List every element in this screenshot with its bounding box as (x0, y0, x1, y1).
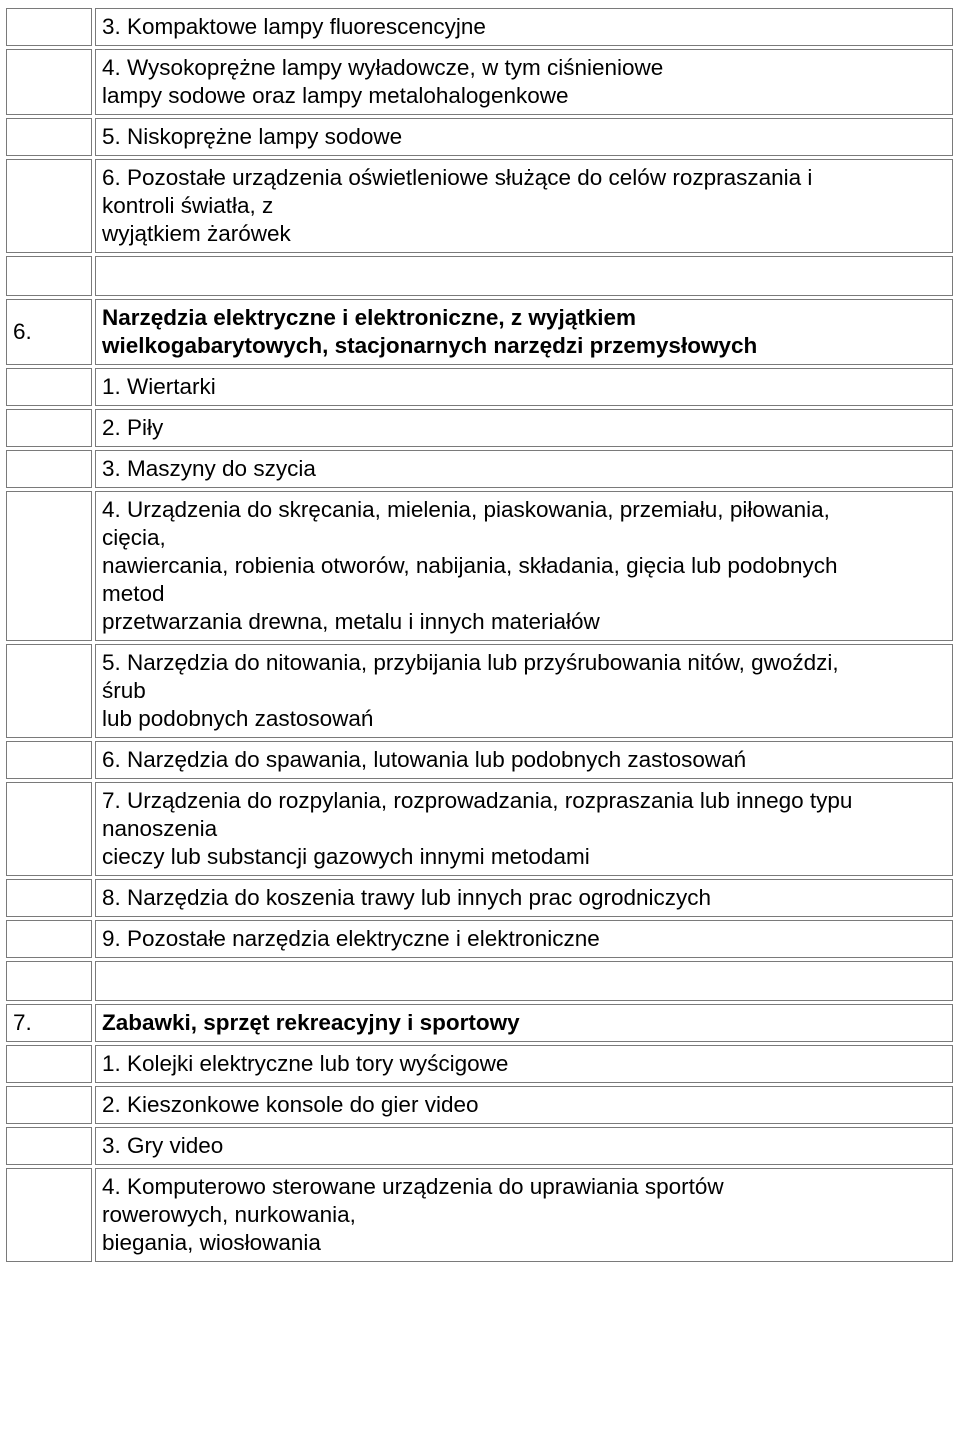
category-number: 7. (6, 1004, 92, 1042)
item-number-cell (6, 879, 92, 917)
item-number-cell (6, 8, 92, 46)
item-number-cell (6, 118, 92, 156)
item-text (95, 118, 953, 156)
text-line: 3. Kompaktowe lampy fluorescencyjne (102, 14, 486, 39)
item-number-cell (6, 920, 92, 958)
text-line: wyjątkiem żarówek (102, 221, 291, 246)
text-line: biegania, wiosłowania (102, 1230, 321, 1255)
item-number-cell (6, 782, 92, 876)
item-number-cell (6, 368, 92, 406)
item-number-cell (6, 491, 92, 641)
text-line: cięcia, (102, 525, 166, 550)
text-line: 6. Pozostałe urządzenia oświetleniowe służące do celów rozpraszania i (102, 165, 813, 190)
text-line: 2. Piły (102, 415, 164, 440)
text-line: 1. Wiertarki (102, 374, 216, 399)
category-item-row (6, 368, 953, 406)
empty-number-cell (6, 256, 92, 296)
item-number-cell (6, 644, 92, 738)
category-item-row (6, 409, 953, 447)
text-line: Zabawki, sprzęt rekreacyjny i sportowy (102, 1010, 520, 1035)
empty-content-cell (95, 961, 953, 1001)
category-table (3, 5, 956, 1265)
item-text (95, 1086, 953, 1124)
category-item-row (6, 741, 953, 779)
text-line: wielkogabarytowych, stacjonarnych narzędzi przemysłowych (102, 333, 758, 358)
category-item-row (6, 782, 953, 876)
text-line: 7. Urządzenia do rozpylania, rozprowadzania, rozpraszania lub innego typu (102, 788, 853, 813)
category-item-row (6, 1045, 953, 1083)
text-line: rowerowych, nurkowania, (102, 1202, 356, 1227)
text-line: kontroli światła, z (102, 193, 274, 218)
text-line: lampy sodowe oraz lampy metalohalogenkowe (102, 83, 569, 108)
item-number-cell (6, 159, 92, 253)
category-item-row (6, 1168, 953, 1262)
item-text (95, 159, 953, 253)
item-text (95, 368, 953, 406)
category-title (95, 299, 953, 365)
category-item-row (6, 644, 953, 738)
category-item-row (6, 8, 953, 46)
text-line: Narzędzia elektryczne i elektroniczne, z wyjątkiem (102, 305, 636, 330)
item-text (95, 450, 953, 488)
text-line: 3. Maszyny do szycia (102, 456, 316, 481)
category-item-row (6, 118, 953, 156)
item-number-cell (6, 1168, 92, 1262)
text-line: 4. Wysokoprężne lampy wyładowcze, w tym ciśnieniowe (102, 55, 664, 80)
category-item-row (6, 450, 953, 488)
item-number-cell (6, 1086, 92, 1124)
item-text (95, 409, 953, 447)
category-item-row (6, 1127, 953, 1165)
item-number-cell (6, 49, 92, 115)
category-item-row (6, 1086, 953, 1124)
item-text (95, 920, 953, 958)
text-line: przetwarzania drewna, metalu i innych materiałów (102, 609, 600, 634)
text-line: 9. Pozostałe narzędzia elektryczne i elektroniczne (102, 926, 600, 951)
text-line: 8. Narzędzia do koszenia trawy lub innych prac ogrodniczych (102, 885, 712, 910)
category-item-row (6, 879, 953, 917)
category-item-row (6, 159, 953, 253)
spacer-row (6, 256, 953, 296)
text-line: lub podobnych zastosowań (102, 706, 374, 731)
spacer-row (6, 961, 953, 1001)
text-line: 4. Urządzenia do skręcania, mielenia, piaskowania, przemiału, piłowania, (102, 497, 830, 522)
item-number-cell (6, 450, 92, 488)
item-text (95, 644, 953, 738)
text-line: 4. Komputerowo sterowane urządzenia do uprawiania sportów (102, 1174, 724, 1199)
category-item-row (6, 491, 953, 641)
text-line: 3. Gry video (102, 1133, 224, 1158)
category-number: 6. (6, 299, 92, 365)
category-table-body (6, 8, 953, 1262)
item-number-cell (6, 1127, 92, 1165)
item-number-cell (6, 1045, 92, 1083)
item-text (95, 1045, 953, 1083)
item-text (95, 879, 953, 917)
item-text (95, 782, 953, 876)
text-line: metod (102, 581, 165, 606)
item-text (95, 49, 953, 115)
category-item-row (6, 920, 953, 958)
text-line: nawiercania, robienia otworów, nabijania, składania, gięcia lub podobnych (102, 553, 838, 578)
item-text (95, 741, 953, 779)
item-text (95, 491, 953, 641)
item-text (95, 1127, 953, 1165)
item-text (95, 8, 953, 46)
text-line: 5. Narzędzia do nitowania, przybijania lub przyśrubowania nitów, gwoździ, (102, 650, 839, 675)
empty-number-cell (6, 961, 92, 1001)
category-item-row (6, 49, 953, 115)
text-line: 6. Narzędzia do spawania, lutowania lub podobnych zastosowań (102, 747, 747, 772)
item-text (95, 1168, 953, 1262)
item-number-cell (6, 741, 92, 779)
category-header-row (6, 1004, 953, 1042)
text-line: 5. Niskoprężne lampy sodowe (102, 124, 403, 149)
text-line: cieczy lub substancji gazowych innymi metodami (102, 844, 590, 869)
item-number-cell (6, 409, 92, 447)
category-title (95, 1004, 953, 1042)
text-line: 1. Kolejki elektryczne lub tory wyścigowe (102, 1051, 509, 1076)
text-line: nanoszenia (102, 816, 218, 841)
text-line: 2. Kieszonkowe konsole do gier video (102, 1092, 479, 1117)
empty-content-cell (95, 256, 953, 296)
text-line: śrub (102, 678, 146, 703)
category-header-row (6, 299, 953, 365)
